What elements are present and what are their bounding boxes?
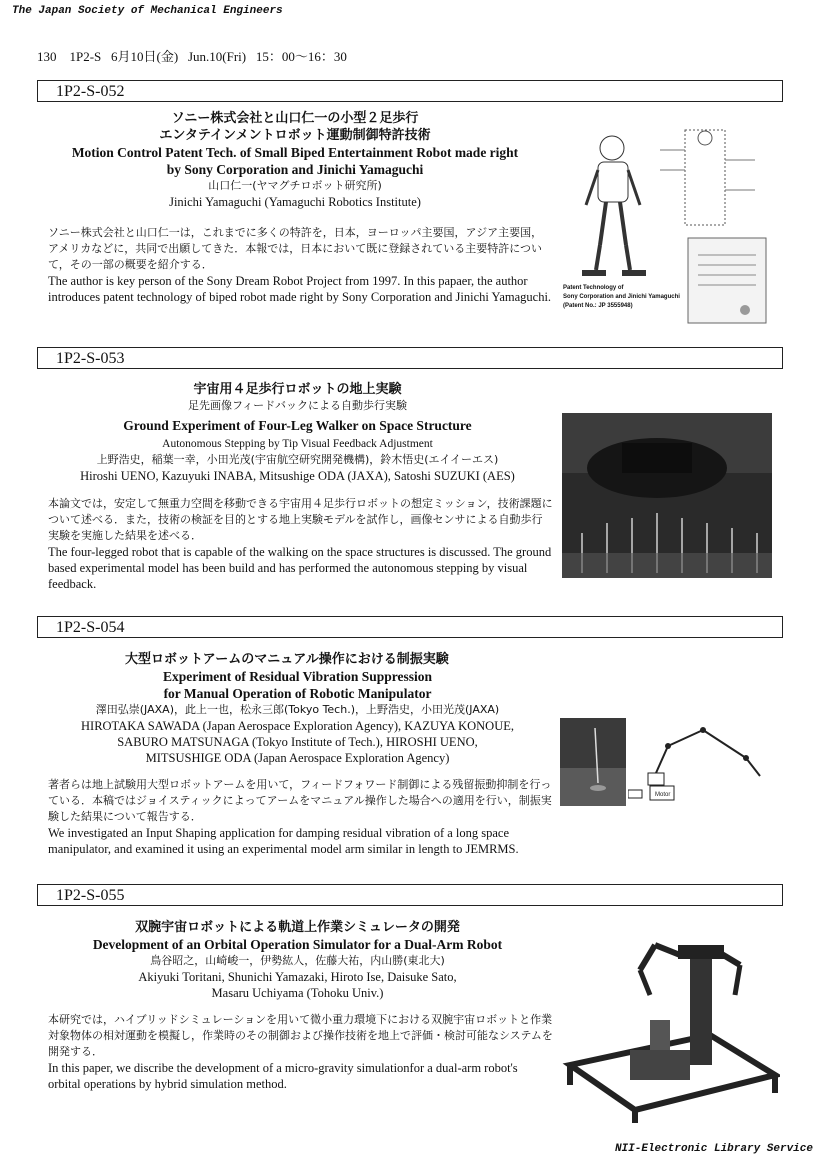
paper-title-jp: 宇宙用４足歩行ロボットの地上実験 — [193, 382, 402, 397]
session-line — [37, 46, 347, 65]
paper-053-heading — [40, 381, 555, 484]
abstract-en: In this paper, we discribe the development of a micro-gravity simulationfor a dual-arm robot's orbital operations by hybrid simulation method. — [48, 1061, 518, 1091]
paper-title-en: by Sony Corporation and Jinichi Yamaguchi — [166, 162, 424, 177]
paper-054-abstract — [48, 777, 553, 857]
abstract-en: We investigated an Input Shaping application for damping residual vibration of a long space manipulator, and examined it using an experimental model arm similar in length to JEMRMS. — [48, 826, 519, 856]
abstract-en: The author is key person of the Sony Dream Robot Project from 1997. In this papaer, the author introduces patent technology of biped robot made right by Sony Corporation and Jinichi Yamaguchi. — [48, 274, 552, 304]
session-date-jp: 6月10日(金) — [111, 49, 179, 64]
paper-subtitle-en: Autonomous Stepping by Tip Visual Feedback Adjustment — [162, 438, 433, 450]
paper-title-en: for Manual Operation of Robotic Manipulator — [163, 686, 432, 701]
paper-authors-en: Akiyuki Toritani, Shunichi Yamazaki, Hiroto Ise, Daisuke Sato, — [138, 970, 457, 984]
caption-line: (Patent No.: JP 3555948) — [563, 303, 633, 309]
manipulator-photo — [560, 718, 626, 806]
caption-line: Sony Corporation and Jinichi Yamaguchi — [563, 294, 680, 300]
paper-authors-en: Hiroshi UENO, Kazuyuki INABA, Mitsushige ODA (JAXA), Satoshi SUZUKI (AES) — [80, 469, 515, 483]
paper-authors-jp: 鳥谷昭之，山崎峻一，伊勢紘人，佐藤大祐，内山勝(東北大) — [150, 954, 445, 967]
paper-052-abstract — [48, 225, 553, 305]
paper-id-box: 1P2-S-052 — [37, 80, 783, 102]
paper-authors-en: SABURO MATSUNAGA (Tokyo Institute of Tech.), HIROSHI UENO, — [117, 735, 478, 749]
paper-title-en: Experiment of Residual Vibration Suppression — [162, 669, 433, 684]
paper-052-heading — [40, 110, 550, 210]
paper-authors-en: Jinichi Yamaguchi (Yamaguchi Robotics Institute) — [169, 195, 421, 209]
caption-line: Patent Technology of — [563, 285, 624, 291]
session-date-en: Jun.10(Fri) — [187, 49, 247, 64]
abstract-jp: 著者らは地上試験用大型ロボットアームを用いて，フィードフォワード制御による残留振動抑制を行っている．本稿ではジョイスティックによってアームをマニュアル操作した場合への適用を行い，制振実験した結果について報告する． — [48, 778, 552, 823]
abstract-jp: 本研究では，ハイブリッドシミュレーションを用いて微小重力環境下における双腕宇宙ロボットと作業対象物体の相対運動を模擬し，作業時のその制御および操作技術を地上で評価・検討可能なシステムを開発する． — [48, 1013, 553, 1058]
paper-authors-en: Masaru Uchiyama (Tohoku Univ.) — [211, 986, 384, 1000]
abstract-jp: 本論文では，安定して無重力空間を移動できる宇宙用４足歩行ロボットの想定ミッション，技術課題について述べる．また，技術の検証を目的とする地上実験モデルを試作し，画像センサによる自動歩行実験を実施した結果を述べる． — [48, 497, 553, 542]
paper-title-en: Development of an Orbital Operation Simulator for a Dual-Arm Robot — [92, 937, 503, 952]
paper-title-jp: エンタテインメントロボット運動制御特許技術 — [159, 128, 431, 143]
paper-title-jp: 双腕宇宙ロボットによる軌道上作業シミュレータの開発 — [135, 920, 460, 935]
paper-id-box: 1P2-S-055 — [37, 884, 783, 906]
dual-arm-simulator-figure — [560, 925, 780, 1125]
page-number: 130 — [37, 49, 57, 64]
paper-053-abstract — [48, 496, 553, 592]
abstract-en: The four-legged robot that is capable of the walking on the space structures is discussed. The ground based experimental model has been build and has performed the autonomous stepping by visual feedback. — [48, 545, 552, 591]
paper-id-box: 1P2-S-053 — [37, 347, 783, 369]
paper-authors-jp: 上野浩史，稲葉一幸，小田光茂(宇宙航空研究開発機構)，鈴木悟史(エイイーエス) — [96, 453, 499, 466]
manipulator-diagram — [628, 718, 773, 806]
paper-authors-en: MITSUSHIGE ODA (Japan Aerospace Exploration Agency) — [145, 751, 450, 765]
paper-id-box: 1P2-S-054 — [37, 616, 783, 638]
paper-authors-jp: 澤田弘崇(JAXA)，此上一也，松永三郎(Tokyo Tech.)，上野浩史，小田光茂(JAXA) — [95, 703, 500, 716]
paper-055-abstract — [48, 1012, 553, 1092]
session-code: 1P2-S — [69, 49, 102, 64]
paper-title-en: Motion Control Patent Tech. of Small Biped Entertainment Robot made right — [71, 145, 519, 160]
paper-title-jp: ソニー株式会社と山口仁一の小型２足歩行 — [171, 111, 419, 126]
session-time: 15：00～16：30 — [255, 49, 347, 64]
paper-054-heading — [40, 651, 555, 766]
society-header: The Japan Society of Mechanical Engineers — [12, 5, 283, 17]
paper-title-jp: 大型ロボットアームのマニュアル操作における制振実験 — [125, 652, 449, 667]
paper-authors-en: HIROTAKA SAWADA (Japan Aerospace Exploration Agency), KAZUYA KONOUE, — [81, 719, 514, 733]
paper-authors-jp: 山口仁一(ヤマグチロボット研究所) — [208, 179, 382, 192]
figure-caption — [563, 284, 723, 311]
paper-055-heading — [40, 919, 555, 1001]
footer-library: NII-Electronic Library Service — [614, 1143, 813, 1155]
motor-label: Motor — [655, 792, 671, 798]
four-leg-walker-photo — [562, 413, 772, 578]
paper-subtitle-jp: 足先画像フィードバックによる自動歩行実験 — [188, 399, 407, 412]
abstract-jp: ソニー株式会社と山口仁一は，これまでに多くの特許を，日本，ヨーロッパ主要国，アジア主要国，アメリカなどに，共同で出願してきた．本報では，日本において既に登録されている主要特許について，その一部の概要を紹介する． — [48, 226, 543, 271]
paper-title-en: Ground Experiment of Four-Leg Walker on Space Structure — [123, 418, 472, 433]
